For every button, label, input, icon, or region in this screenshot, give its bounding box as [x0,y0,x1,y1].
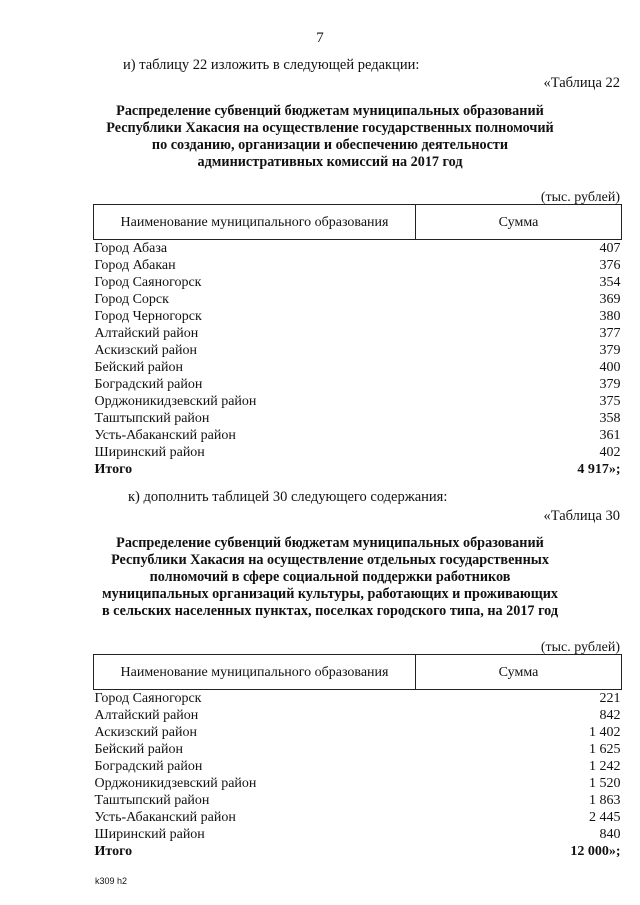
table-row [94,758,622,775]
table-row [94,826,622,843]
row-value: 377 [599,326,621,341]
row-value: 1 625 [589,742,621,757]
table-30-title-line: муниципальных организаций культуры, работающих и проживающих [101,586,558,602]
column-header-name: Наименование муниципального образования [94,655,416,690]
row-name: Ширинский район [94,827,205,842]
row-value: 1 242 [589,759,621,774]
row-value: 369 [599,292,621,307]
row-value: 1 402 [589,725,621,740]
instruction-table-30: к) дополнить таблицей 30 следующего содержания: [128,489,448,505]
table-row [94,410,622,427]
table-30-title [80,535,580,620]
row-name: Таштыпский район [94,793,210,808]
table-30 [93,654,622,860]
table-22 [93,204,622,478]
row-value: 354 [599,275,621,290]
total-label: Итого [94,844,133,859]
table-22-title-line: Распределение субвенций бюджетам муниципальных образований [116,103,544,119]
table-row [94,809,622,826]
total-value: 12 000»; [570,844,621,859]
table-row [94,444,622,461]
row-name: Таштыпский район [94,411,210,426]
total-row [94,843,622,860]
row-value: 402 [599,445,621,460]
table-30-label: «Таблица 30 [543,508,620,524]
column-header-sum: Сумма [416,205,622,240]
table-row [94,775,622,792]
total-label: Итого [94,462,133,477]
row-name: Алтайский район [94,326,199,341]
table-22-title-line: по созданию, организации и обеспечению деятельности [151,137,509,153]
table-header-row [94,655,622,690]
table-row [94,690,622,708]
row-value: 1 520 [589,776,621,791]
table-row [94,325,622,342]
row-value: 379 [599,343,621,358]
row-name: Боградский район [94,759,203,774]
row-value: 375 [599,394,621,409]
row-name: Орджоникидзевский район [94,776,257,791]
row-value: 221 [599,691,621,706]
row-name: Город Абаза [94,241,168,256]
total-value: 4 917»; [577,462,621,477]
row-name: Город Сорск [94,292,169,307]
table-row [94,291,622,308]
instruction-table-22: и) таблицу 22 изложить в следующей редакции: [123,57,420,73]
table-row [94,792,622,809]
row-value: 400 [599,360,621,375]
table-header-row [94,205,622,240]
table-row [94,707,622,724]
row-value: 842 [599,708,621,723]
table-30-units: (тыс. рублей) [540,640,620,655]
table-30-body [94,690,622,861]
row-name: Аскизский район [94,343,197,358]
row-value: 407 [599,241,621,256]
table-row [94,342,622,359]
table-30-title-line: полномочий в сфере социальной поддержки работников [149,569,511,585]
row-name: Бейский район [94,742,183,757]
column-header-sum: Сумма [416,655,622,690]
table-22-title-line: Республики Хакасия на осуществление государственных полномочий [106,120,554,136]
table-22-body [94,240,622,479]
table-22-label: «Таблица 22 [543,75,620,91]
row-name: Город Абакан [94,258,176,273]
row-name: Алтайский район [94,708,199,723]
table-row [94,393,622,410]
row-name: Ширинский район [94,445,205,460]
table-22-title [80,103,580,171]
table-22-units: (тыс. рублей) [540,190,620,205]
table-row [94,376,622,393]
row-value: 358 [599,411,621,426]
row-value: 380 [599,309,621,324]
row-value: 376 [599,258,621,273]
row-name: Город Саяногорск [94,275,202,290]
page-number: 7 [316,30,324,46]
table-row [94,240,622,258]
table-30-title-line: в сельских населенных пунктах, поселках городского типа, на 2017 год [101,603,559,619]
table-row [94,257,622,274]
footer-code: k309 h2 [95,876,128,886]
row-value: 2 445 [589,810,621,825]
row-value: 840 [599,827,621,842]
row-name: Орджоникидзевский район [94,394,257,409]
row-value: 379 [599,377,621,392]
row-name: Бейский район [94,360,183,375]
row-name: Аскизский район [94,725,197,740]
table-row [94,427,622,444]
row-name: Усть-Абаканский район [94,810,236,825]
row-value: 361 [599,428,621,443]
table-30-title-line: Распределение субвенций бюджетам муниципальных образований [116,535,544,551]
table-30-title-line: Республики Хакасия на осуществление отдельных государственных [111,552,549,568]
total-row [94,461,622,478]
column-header-name: Наименование муниципального образования [94,205,416,240]
row-value: 1 863 [589,793,621,808]
row-name: Город Саяногорск [94,691,202,706]
table-row [94,724,622,741]
row-name: Боградский район [94,377,203,392]
table-22-title-line: административных комиссий на 2017 год [197,154,463,170]
table-row [94,308,622,325]
table-row [94,741,622,758]
row-name: Город Черногорск [94,309,202,324]
table-row [94,274,622,291]
table-row [94,359,622,376]
row-name: Усть-Абаканский район [94,428,236,443]
